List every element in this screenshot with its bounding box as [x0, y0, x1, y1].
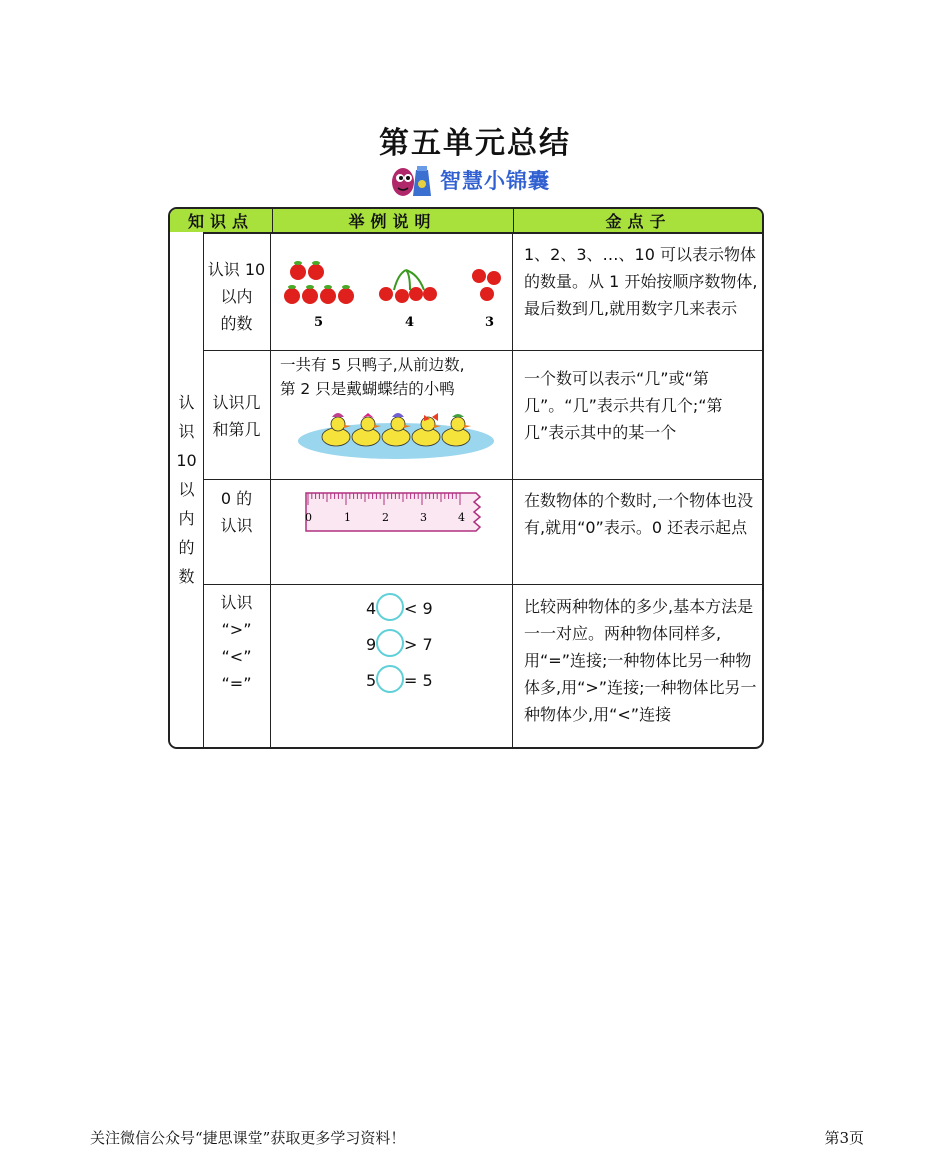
comparison-row: 5 = 5: [360, 667, 450, 703]
ruler-illustration: [304, 491, 488, 533]
row-label-zero: 0 的 认识: [220, 489, 253, 535]
ruler-tick-4: 4: [458, 511, 465, 524]
page-number: 第3页: [824, 1129, 864, 1147]
comparison-row: 9 > 7: [360, 631, 450, 667]
tip-compare: 比较两种物体的多少,基本方法是一一对应。两种物体同样多,用“=”连接;一种物体比另一种物体多,用“>”连接;一种物体比另一种物体少,用“<”连接: [524, 597, 757, 724]
ducks-illustration: [296, 407, 496, 463]
tip-zero: 在数物体的个数时,一个物体也没有,就用“0”表示。0 还表示起点: [524, 491, 754, 537]
apple-count-5: 5: [314, 315, 324, 330]
summary-table: [168, 207, 764, 749]
subtitle-text: 智慧小锦囊: [440, 169, 550, 193]
header-example: 举例说明: [272, 209, 513, 234]
answer-circle[interactable]: [376, 629, 404, 657]
footer-promo: 关注微信公众号“捷思课堂”获取更多学习资料！: [90, 1129, 406, 1147]
answer-circle[interactable]: [376, 665, 404, 693]
tip-ordinal: 一个数可以表示“几”或“第几”。“几”表示共有几个;“第几”表示其中的某一个: [524, 369, 723, 442]
row-label-compare: 认识 “>” “<” “=”: [220, 593, 253, 693]
page-title: 第五单元总结: [379, 126, 571, 161]
ruler-tick-2: 2: [382, 511, 389, 524]
tip-numbers: 1、2、3、…、10 可以表示物体的数量。从 1 开始按顺序数物体,最后数到几,就用数字几来表示: [524, 245, 758, 318]
row-label-numbers: 认识 10 以内 的数: [207, 260, 266, 333]
header-tips: 金点子: [513, 209, 764, 234]
row-label-ordinal: 认识几 和第几: [212, 393, 261, 439]
comparison-exercises: [360, 595, 450, 703]
ruler-tick-1: 1: [344, 511, 351, 524]
subtitle-banner: [388, 160, 550, 200]
apple-count-4: 4: [405, 315, 415, 330]
answer-circle[interactable]: [376, 593, 404, 621]
ruler-tick-0: 0: [305, 511, 312, 524]
comparison-row: 4 < 9: [360, 595, 450, 631]
side-label-know-numbers: 认 识 10 以 内 的 数: [170, 232, 203, 747]
ducks-caption: 一共有 5 只鸭子,从前边数, 第 2 只是戴蝴蝶结的小鸭: [280, 356, 465, 398]
apple-count-3: 3: [485, 315, 495, 330]
ruler-tick-3: 3: [420, 511, 427, 524]
apples-illustration: [278, 254, 508, 344]
mascot-bag-icon: [388, 160, 434, 200]
header-knowledge-point: 知识点: [170, 209, 272, 234]
